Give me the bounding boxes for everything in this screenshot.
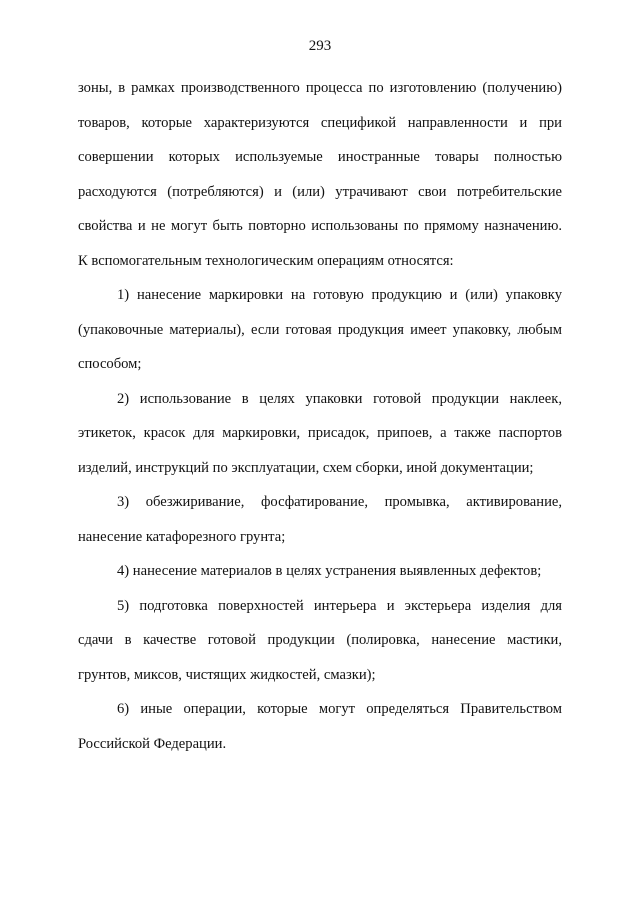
list-item-1-line: (упаковочные материалы), если готовая продукция имеет упаковку, любым [78, 321, 562, 338]
list-item-5-line: 5) подготовка поверхностей интерьера и экстерьера изделия для [117, 597, 562, 614]
list-item-1-line: 1) нанесение маркировки на готовую продукцию и (или) упаковку [117, 287, 562, 303]
list-item-2-line: изделий, инструкций по эксплуатации, схем сборки, иной документации; [78, 459, 534, 476]
document-body [78, 71, 562, 761]
list-item-5-line: грунтов, миксов, чистящих жидкостей, смазки); [78, 666, 376, 683]
list-item-4-line: 4) нанесение материалов в целях устранения выявленных дефектов; [117, 563, 542, 579]
list-item-3-line: 3) обезжиривание, фосфатирование, промывка, активирование, [117, 494, 562, 510]
text-line: совершении которых используемые иностранные товары полностью [78, 149, 562, 165]
text-line: К вспомогательным технологическим операциям относятся: [78, 252, 454, 269]
list-item-6-line: 6) иные операции, которые могут определяться Правительством [117, 701, 562, 717]
text-line: товаров, которые характеризуются спецификой направленности и при [78, 114, 562, 131]
text-line: расходуются (потребляются) и (или) утрачивают свои потребительские [78, 183, 562, 200]
text-line: зоны, в рамках производственного процесса по изготовлению (получению) [78, 80, 562, 96]
list-item-2-line: 2) использование в целях упаковки готовой продукции наклеек, [117, 390, 562, 407]
list-item-3-line: нанесение катафорезного грунта; [78, 528, 286, 545]
list-item-6-line: Российской Федерации. [78, 735, 227, 752]
list-item-2-line: этикеток, красок для маркировки, присадок, припоев, а также паспортов [78, 425, 562, 441]
list-item-5-line: сдачи в качестве готовой продукции (полировка, нанесение мастики, [78, 632, 562, 648]
page-number: 293 [308, 38, 332, 54]
list-item-1-line: способом; [78, 356, 142, 372]
text-line: свойства и не могут быть повторно использованы по прямому назначению. [78, 218, 562, 234]
